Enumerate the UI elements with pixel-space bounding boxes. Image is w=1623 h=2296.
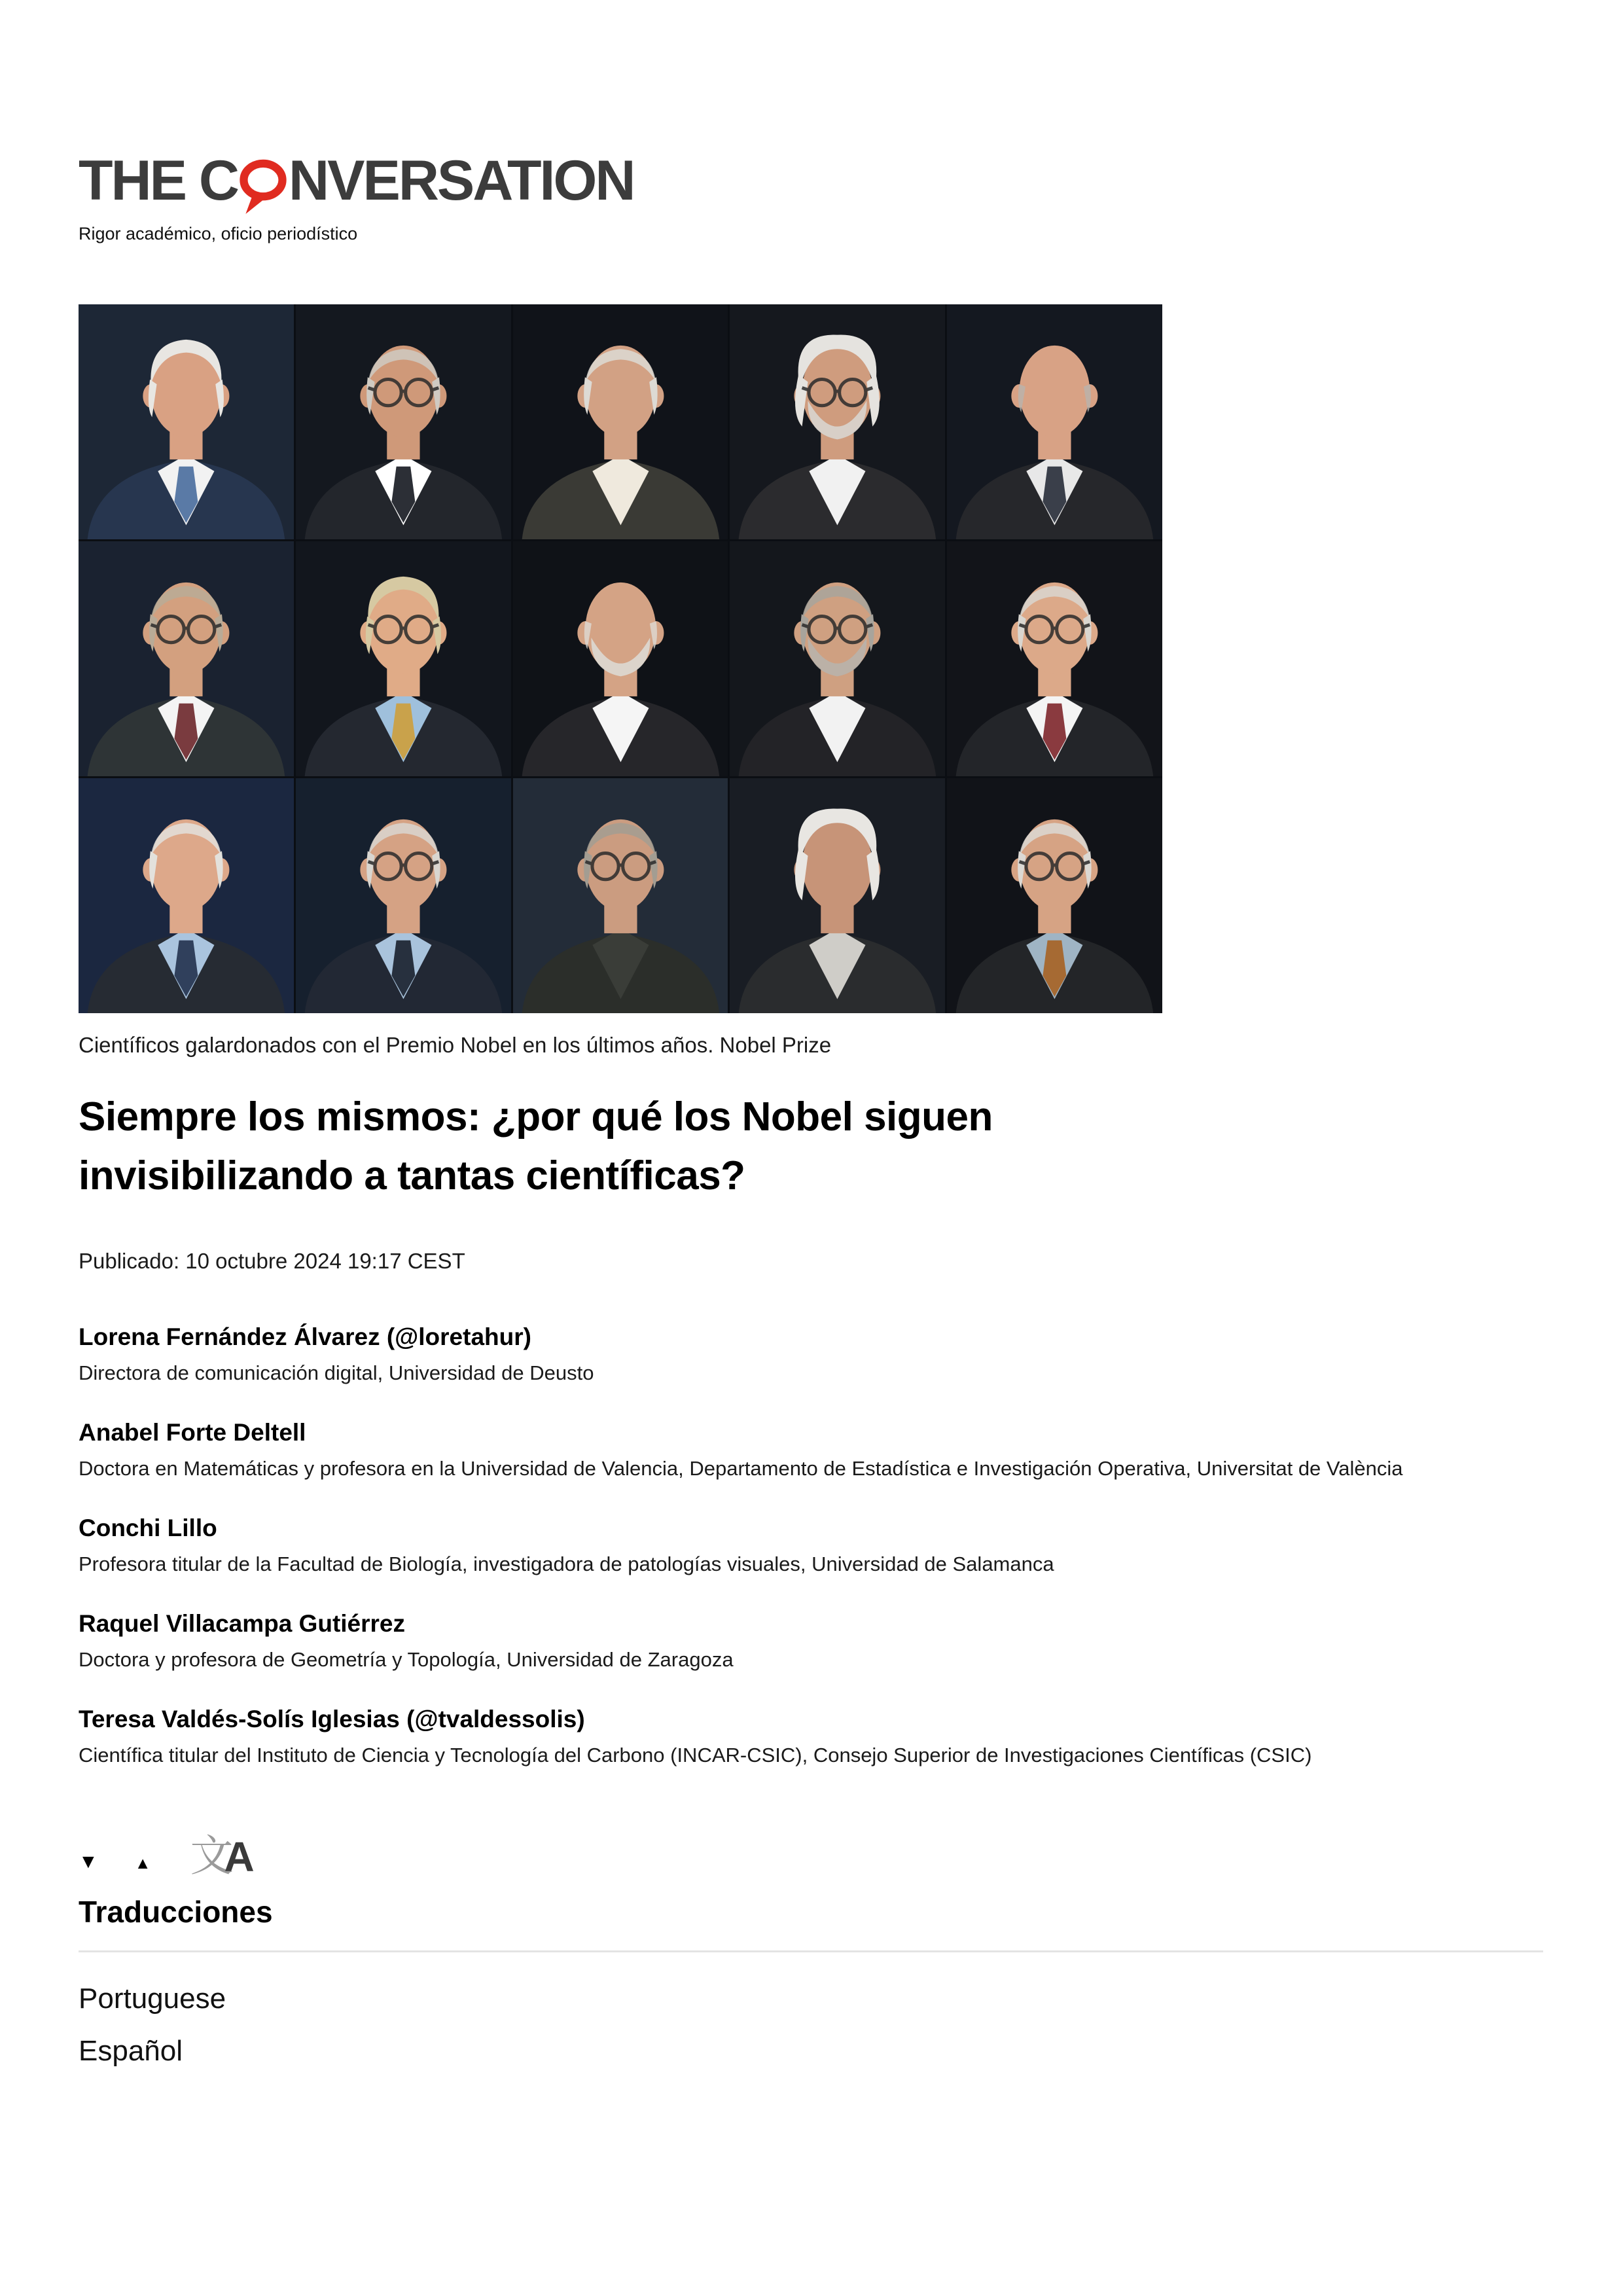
portrait-photo-elderly-man-glasses-navy-suit bbox=[296, 778, 511, 1013]
triangle-up-icon: ▲ bbox=[134, 1854, 151, 1873]
portrait-photo-elderly-man-white-hair-blue-suit bbox=[79, 304, 294, 539]
author-item bbox=[79, 1515, 1544, 1576]
portrait-photo-elderly-man-bald-white-beard bbox=[513, 541, 728, 776]
portrait-photo-elderly-man-wild-white-hair bbox=[730, 778, 945, 1013]
translation-link-portuguese[interactable]: Portuguese bbox=[79, 1982, 226, 2015]
portrait-photo-elderly-man-smiling-maroon-tie bbox=[947, 541, 1162, 776]
translation-links bbox=[79, 1982, 1544, 2068]
page-content bbox=[79, 0, 1544, 2068]
portrait-photo-elderly-man-rimless-glasses-red-tie bbox=[79, 541, 294, 776]
nobel-laureates-photo-grid bbox=[79, 304, 1162, 1013]
author-list bbox=[79, 1323, 1544, 1767]
article-hero bbox=[79, 304, 1544, 1058]
author-affiliation: Directora de comunicación digital, Universidad de Deusto bbox=[79, 1361, 594, 1384]
portrait-photo-elderly-man-blond-hair-gold-tie bbox=[296, 541, 511, 776]
portrait-photo-elderly-man-dark-glasses-gray-hair bbox=[730, 541, 945, 776]
portrait-photo-elderly-man-glasses-dark-suit bbox=[296, 304, 511, 539]
portrait-photo-elderly-man-bald-hand-on-chin bbox=[947, 304, 1162, 539]
author-name[interactable]: Conchi Lillo bbox=[79, 1514, 217, 1541]
portrait-photo-elderly-man-white-turtleneck bbox=[513, 304, 728, 539]
author-name[interactable]: Lorena Fernández Álvarez (@loretahur) bbox=[79, 1323, 531, 1350]
hero-caption: Científicos galardonados con el Premio Nobel en los últimos años. Nobel Prize bbox=[79, 1033, 832, 1057]
triangle-down-icon: ▼ bbox=[79, 1850, 98, 1873]
translate-icon-row bbox=[79, 1825, 1544, 1878]
logo-text-prefix: THE C bbox=[79, 149, 238, 212]
site-logo[interactable] bbox=[79, 151, 1544, 211]
published-date: Publicado: 10 octubre 2024 19:17 CEST bbox=[79, 1248, 465, 1273]
author-item bbox=[79, 1610, 1544, 1672]
speech-bubble-icon bbox=[240, 158, 287, 219]
section-divider bbox=[79, 1950, 1543, 1952]
site-tagline: Rigor académico, oficio periodístico bbox=[79, 224, 358, 243]
author-item bbox=[79, 1419, 1544, 1480]
translations-section bbox=[79, 1825, 1544, 2068]
portrait-photo-elderly-man-smiling-blue-shirt bbox=[79, 778, 294, 1013]
translate-icon bbox=[190, 1825, 288, 1878]
portrait-photo-elderly-man-glasses-gray-hair-dark-clothes bbox=[513, 778, 728, 1013]
translate-latin-glyph: A bbox=[224, 1833, 255, 1880]
article-title: Siempre los mismos: ¿por qué los Nobel siguen invisibilizando a tantas científicas? bbox=[79, 1094, 993, 1198]
author-affiliation: Profesora titular de la Facultad de Biología, investigadora de patologías visuales, Universidad de Salamanca bbox=[79, 1552, 1054, 1575]
author-affiliation: Doctora en Matemáticas y profesora en la Universidad de Valencia, Departamento de Estadística e Investigación Operativa, Universitat de València bbox=[79, 1456, 1403, 1480]
portrait-photo-elderly-man-glasses-white-beard bbox=[730, 304, 945, 539]
translations-heading: Traducciones bbox=[79, 1894, 273, 1929]
author-item bbox=[79, 1706, 1544, 1767]
logo-text-suffix: NVERSATION bbox=[289, 149, 634, 212]
translation-link-espanol[interactable]: Español bbox=[79, 2034, 183, 2067]
author-name[interactable]: Raquel Villacampa Gutiérrez bbox=[79, 1609, 406, 1637]
author-item bbox=[79, 1323, 1544, 1385]
masthead bbox=[79, 0, 1544, 244]
author-name[interactable]: Anabel Forte Deltell bbox=[79, 1418, 306, 1446]
translate-cjk-glyph: 文 bbox=[190, 1831, 234, 1880]
portrait-photo-elderly-man-glasses-orange-tie bbox=[947, 778, 1162, 1013]
author-affiliation: Científica titular del Instituto de Ciencia y Tecnología del Carbono (INCAR-CSIC), Consejo Superior de Investigaciones Científicas (CSIC) bbox=[79, 1743, 1312, 1767]
author-affiliation: Doctora y profesora de Geometría y Topología, Universidad de Zaragoza bbox=[79, 1647, 734, 1671]
author-name[interactable]: Teresa Valdés-Solís Iglesias (@tvaldessolis) bbox=[79, 1705, 585, 1732]
